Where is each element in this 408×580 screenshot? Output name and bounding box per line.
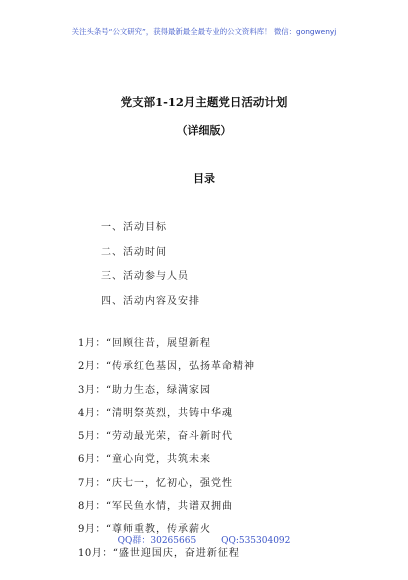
qq-number[interactable]: QQ:535304092	[221, 536, 291, 546]
month-theme: “童心向党，共筑未来	[105, 454, 211, 466]
month-theme: “劳动最光荣，奋斗新时代	[105, 431, 233, 443]
month-item	[78, 495, 255, 518]
qq-group-number[interactable]: QQ群：30265665	[117, 536, 197, 546]
month-theme: “尊师重教，传承薪火	[105, 524, 211, 536]
promo-banner[interactable]: 关注头条号“公文研究”，获得最新最全最专业的公文资料库！ 微信：gongwenyj	[71, 27, 337, 36]
month-item	[78, 448, 255, 471]
toc-item-participants: 三、活动参与人员	[101, 271, 189, 283]
month-label: 5月：	[78, 431, 106, 443]
document-subtitle: （详细版）	[176, 124, 232, 137]
month-label: 9月：	[78, 524, 106, 536]
month-label: 2月：	[78, 361, 106, 373]
footer-contacts	[0, 533, 408, 546]
month-label: 7月：	[78, 477, 106, 489]
month-item	[78, 332, 255, 355]
month-theme: “传承红色基因，弘扬革命精神	[105, 361, 255, 373]
toc-item-goals: 一、活动目标	[101, 222, 167, 233]
month-label: 6月：	[78, 454, 106, 466]
month-label: 4月：	[78, 407, 106, 419]
toc-heading: 目录	[193, 172, 215, 185]
month-theme: “军民鱼水情，共谱双拥曲	[105, 501, 233, 513]
toc-item-content: 四、活动内容及安排	[101, 295, 200, 307]
month-theme: “盛世迎国庆，奋进新征程	[112, 547, 240, 559]
month-item	[78, 379, 255, 402]
month-theme: “清明祭英烈，共铸中华魂	[105, 407, 233, 419]
month-label: 3月：	[78, 384, 106, 396]
month-theme: “回顾往昔，展望新程	[105, 338, 211, 349]
toc-item-time: 二、活动时间	[101, 246, 167, 258]
month-label: 8月：	[78, 501, 106, 513]
month-item	[78, 425, 255, 448]
month-label: 1月：	[78, 338, 106, 349]
month-theme: “庆七一，忆初心，强党性	[105, 477, 233, 489]
month-item	[78, 355, 255, 378]
month-item	[78, 472, 255, 495]
monthly-theme-list	[78, 332, 255, 565]
toc-outline	[101, 216, 200, 314]
month-label: 10月：	[78, 547, 113, 559]
month-item	[78, 402, 255, 425]
month-theme: “助力生态，绿满家园	[105, 384, 211, 396]
document-title: 党支部1-12月主题党日活动计划	[120, 95, 288, 109]
